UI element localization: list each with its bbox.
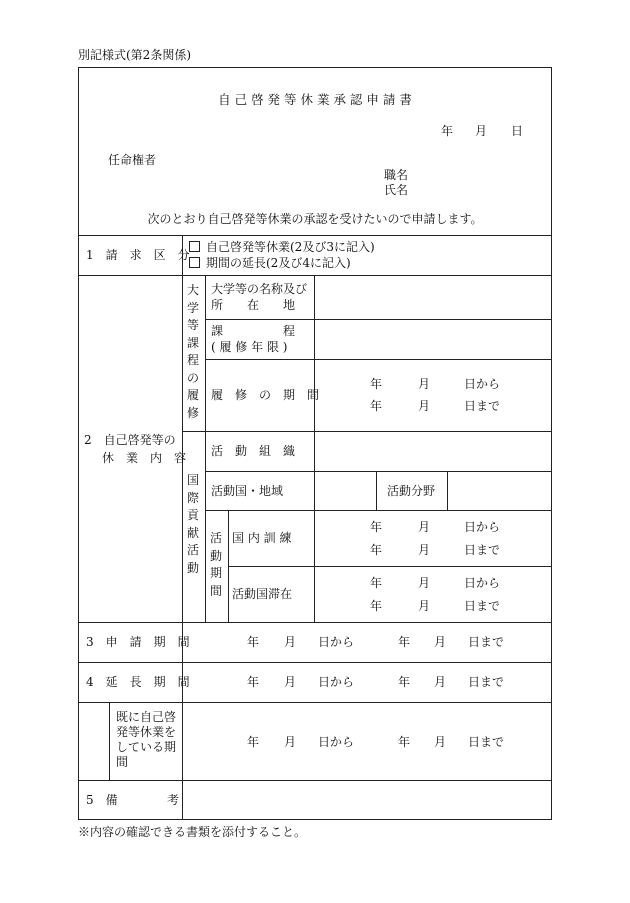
- section2-label-line1: 2 自己啓発等の: [84, 433, 176, 447]
- line-univ-name: [205, 319, 552, 320]
- checkbox-extension[interactable]: [189, 257, 200, 268]
- frame-right: [551, 67, 552, 820]
- university-name-line2: 所 在 地: [211, 298, 296, 312]
- period-from: 日から: [464, 576, 501, 590]
- period-year: 年: [247, 635, 260, 649]
- col-period-divider: [228, 510, 229, 622]
- name-label: 氏名: [384, 183, 409, 197]
- line-univ-end: [182, 431, 552, 432]
- frame-bottom: [78, 819, 552, 820]
- line-domestic: [228, 566, 552, 567]
- section5-label: 5 備: [86, 793, 118, 807]
- line-course: [205, 359, 552, 360]
- course-line2: ( 履 修 年 限 ): [211, 340, 288, 354]
- intl-activity-vertical: 国際貢献活動: [186, 473, 199, 575]
- period-from: 日から: [318, 735, 355, 749]
- appointer-label: 任命権者: [108, 153, 157, 167]
- period-from: 日から: [464, 377, 501, 391]
- period-from: 日から: [464, 520, 501, 534]
- option-extension-label: 期間の延長(2及び4に記入): [206, 256, 351, 270]
- date-day: 日: [511, 124, 524, 138]
- period-until: 日まで: [468, 675, 505, 689]
- university-name-line1: 大学等の名称及び: [211, 282, 308, 296]
- abroad-stay-label: 活動国滞在: [232, 587, 293, 601]
- existing-period-line3: している期: [116, 740, 177, 754]
- col-existing-divider: [109, 702, 110, 780]
- period-year: 年: [398, 735, 411, 749]
- col-item-divider: [314, 275, 315, 622]
- frame-top: [78, 67, 552, 68]
- university-course-vertical: 大学等課程の履修: [186, 283, 199, 420]
- section2-label-line2: 休 業 内 容: [102, 451, 187, 465]
- period-until: 日まで: [468, 635, 505, 649]
- period-month: 月: [434, 635, 447, 649]
- period-until: 日まで: [468, 735, 505, 749]
- footer-note: ※内容の確認できる書類を添付すること。: [78, 825, 307, 839]
- existing-period-line4: 間: [116, 755, 129, 769]
- period-month: 月: [418, 399, 431, 413]
- checkbox-self-development[interactable]: [189, 241, 200, 252]
- period-month: 月: [418, 377, 431, 391]
- option-self-development-label: 自己啓発等休業(2及び3に記入): [206, 240, 375, 254]
- line-org: [205, 471, 552, 472]
- section5-label-word: 考: [167, 793, 180, 807]
- section4-label: 4 延 長 期 間: [86, 675, 190, 689]
- form-label: 別記様式(第2条関係): [78, 48, 191, 62]
- frame-left: [78, 67, 79, 820]
- period-month: 月: [418, 576, 431, 590]
- form-title: 自 己 啓 発 等 休 業 承 認 申 請 書: [218, 92, 412, 107]
- line-sec2-end: [78, 622, 552, 623]
- line-sec4-end: [78, 702, 552, 703]
- line-header-end: [78, 235, 552, 236]
- period-month: 月: [284, 675, 297, 689]
- period-from: 日から: [318, 675, 355, 689]
- date-month: 月: [475, 124, 488, 138]
- domestic-training-label: 国 内 訓 練: [232, 531, 292, 545]
- line-sec3-end: [78, 662, 552, 663]
- line-country: [205, 510, 552, 511]
- period-until: 日まで: [464, 543, 501, 557]
- existing-period-line2: 発等休業を: [116, 725, 177, 739]
- period-month: 月: [434, 735, 447, 749]
- period-year: 年: [370, 399, 383, 413]
- position-label: 職名: [384, 168, 409, 182]
- period-until: 日まで: [464, 599, 501, 613]
- line-sec1-end: [78, 275, 552, 276]
- period-month: 月: [418, 599, 431, 613]
- period-month: 月: [418, 520, 431, 534]
- period-year: 年: [370, 576, 383, 590]
- country-label: 活動国・地域: [211, 484, 284, 498]
- activity-period-vertical: 活動期間: [209, 531, 222, 598]
- org-label: 活 動 組 織: [211, 444, 296, 458]
- date-year: 年: [441, 124, 454, 138]
- existing-period-line1: 既に自己啓: [116, 710, 177, 724]
- period-month: 月: [284, 635, 297, 649]
- field-label: 活動分野: [387, 484, 436, 498]
- period-year: 年: [398, 635, 411, 649]
- period-month: 月: [434, 675, 447, 689]
- period-year: 年: [370, 520, 383, 534]
- period-year: 年: [370, 377, 383, 391]
- period-from: 日から: [318, 635, 355, 649]
- section1-label: 1 請 求 区 分: [86, 248, 190, 262]
- option-self-development[interactable]: [189, 240, 375, 254]
- period-month: 月: [284, 735, 297, 749]
- period-year: 年: [370, 599, 383, 613]
- study-period-label: 履 修 の 期 間: [211, 388, 320, 402]
- col-vertical-divider: [205, 275, 206, 622]
- line-existing-end: [78, 780, 552, 781]
- period-year: 年: [370, 543, 383, 557]
- section3-label: 3 申 請 期 間: [86, 635, 190, 649]
- period-month: 月: [418, 543, 431, 557]
- course-line1: 課 程: [211, 324, 296, 338]
- request-text: 次のとおり自己啓発等休業の承認を受けたいので申請します。: [147, 212, 483, 226]
- option-extension[interactable]: [189, 256, 351, 270]
- col-field-right: [447, 471, 448, 510]
- period-until: 日まで: [464, 399, 501, 413]
- col-label-divider: [182, 235, 183, 820]
- period-year: 年: [247, 675, 260, 689]
- col-field-left: [376, 471, 377, 510]
- period-year: 年: [398, 675, 411, 689]
- period-year: 年: [247, 735, 260, 749]
